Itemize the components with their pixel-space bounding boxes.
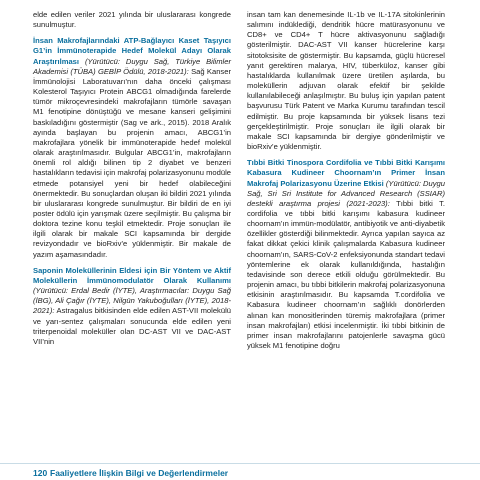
section-tinospora-body: Tıbbi bitki T. cordifolia ve tıbbi bitki karışımı kabasura kudineer choornam’ın immün-modülatör, antibiyotik ve anti-diyabetik özellikler gösterdiği bilinmektedir. Ayrıca yapılan sayıca az fakat dikkat çekici klinik çalışmalarda Kabasura kudineer choornam’ın, SARS-CoV-2 enfeksiyonunda standart tedavi yöntemlerine ek olarak kullanıldığında, hastalığın tedavisinde son derece etkili olduğu görülmektedir. Bu projenin amacı, bu tıbbi bitkilerin makrofaj polarizasyonuna etkisinin araştırılmasıdır. Bu kapsamda T.cordifolia ve Kabasura kudineer choornam’ın sağlıklı donörlerden alınan kan monositlerinden türemiş makrofajlara (primer insan makrofajları) etkisi incelenmiştir. İki tıbbi bitkinin de primer insan makrofajlarını patojenlerle savaşma gücü yüksek M1 fenotipine doğru xyxy=(247,198,445,350)
section-abcg1 xyxy=(33,36,231,259)
page-number: 120 xyxy=(33,468,48,478)
left-column xyxy=(33,10,231,347)
section-tinospora-meta: (Yürütücü: Duygu Sağ, Sri Sri Institute for Advanced Research (SSIAR) destekli araştırma projesi (2021-2023): xyxy=(247,178,445,208)
section-abcg1-meta: (Yürütücü: Duygu Sağ, Türkiye Bilimler Akademisi (TÜBA) GEBİP Ödülü, 2018-2021): xyxy=(33,56,231,76)
section-saponin-meta: (Yürütücü: Erdal Bedir (İYTE), Araştırmacılar: Duygu Sağ (İBG), Ali Çağır (İYTE), Nilgün Yakuboğulları (İYTE), 2018-2021): xyxy=(33,286,231,316)
section-abcg1-body: Sağ Kanser İmmünolojisi Laboratuvarı’nın daha önceki çalışması Kolesterol Taşıyıcı Protein ABCG1 olmadığında farelerde tümör mikroçevresindeki makrofajların tümörle savaşan M1 fenotipine dönüştüğü ve mesane kanseri gelişimini baskıladığını göstermiştir (Sag ve ark., 2015). 2018 Aralık ayında başlayan bu projenin amacı, ABCG1’in makrofajlara yönelik bir immünoterapide hedef molekül olarak araştırılmasıdır. Bulgular ABCG1’in, makrofajların önemli rol aldığı bilinen tip 2 diyabet ve benzeri hastalıkların tedavisi için makrofaj polarizasyonunu modüle etmede potansiyel yeni bir hedef olabileceğini önermektedir. Bu sonuçlardan oluşan iki bildiri 2021 yılında bir uluslararası kongrede sunulmuştur. Bir bildiri de en iyi poster ödülü için yarışmak üzere seçilmiştir. Bu çalışma bir doktora tezine konu teşkil etmektedir. Proje sonuçları ile ilgili olarak bir makale SCI kapsamında bir dergide revizyondadır ve bioRxiv’e yüklenmiştir. Bir makale de yazım aşamasındadır. xyxy=(33,66,231,259)
intro-text: elde edilen veriler 2021 yılında bir uluslararası kongrede sunulmuştur. xyxy=(33,10,231,30)
footer-title: Faaliyetlere İlişkin Bilgi ve Değerlendirmeler xyxy=(50,468,229,478)
section-tinospora-heading: Tıbbi Bitki Tinospora Cordifolia ve Tıbbi Bitki Karışımı Kabasura Kudineer Choornam’ın Primer İnsan Makrofaj Polarizasyonu Üzerine Etkisi xyxy=(247,158,445,188)
footer-divider xyxy=(0,463,480,464)
section-saponin-body: Astragalus bitkisinden elde edilen AST-VII molekülü ve yarı-sentez çalışmaları sonucunda elde edilen yeni triterpenoidal moleküller olan DC-AST VII ve DAC-AST VII’nin xyxy=(33,306,231,346)
intro-paragraph xyxy=(33,10,231,30)
section-abcg1-heading: İnsan Makrofajlarındaki ATP-Bağlayıcı Kaset Taşıyıcı G1’in İmmünoterapide Hedef Molekül Adayı Olarak Araştırılması xyxy=(33,36,231,66)
section-tinospora xyxy=(247,158,445,351)
section-saponin xyxy=(33,266,231,347)
continued-paragraph xyxy=(247,10,445,152)
right-column xyxy=(247,10,445,351)
page-footer xyxy=(0,462,480,480)
continued-text: insan tam kan denemesinde IL-1b ve IL-17A sitokinlerinin salımını indüklediği, dendritik hücre matürasyonunu ve CD8+ ve CD4+ T hücre aktivasyonunu sağladığı gösterilmiştir. DAC-AST VII kanser hücrelerine karşı sitotoksisite de göstermiştir. Bu kapsamda, güçlü hücresel yanıt gerektiren malarya, HIV, tüberküloz, kanser gibi hastalıklarda kullanılmak üzere üretilen aşılarda, bu moleküllerin adjuvan olarak efektif bir şekilde kullanılabileceği anlaşılmıştır. Bu buluş için yapılan patent başvurusu Türk Patent ve Marka Kurumu tarafından tescil edilmiştir. Bu proje kapsamında bir yüksek lisans tezi gerçekleştirilmiştir. Proje sonuçları ile ilgili olarak bir makale SCI kapsamında bir dergiye gönderilmiştir ve bioRxiv’e yüklenmiştir. xyxy=(247,10,445,152)
section-saponin-heading: Saponin Moleküllerinin Eldesi için Bir Yöntem ve Aktif Moleküllerin İmmünomodulatör Olarak Kullanımı xyxy=(33,265,231,285)
